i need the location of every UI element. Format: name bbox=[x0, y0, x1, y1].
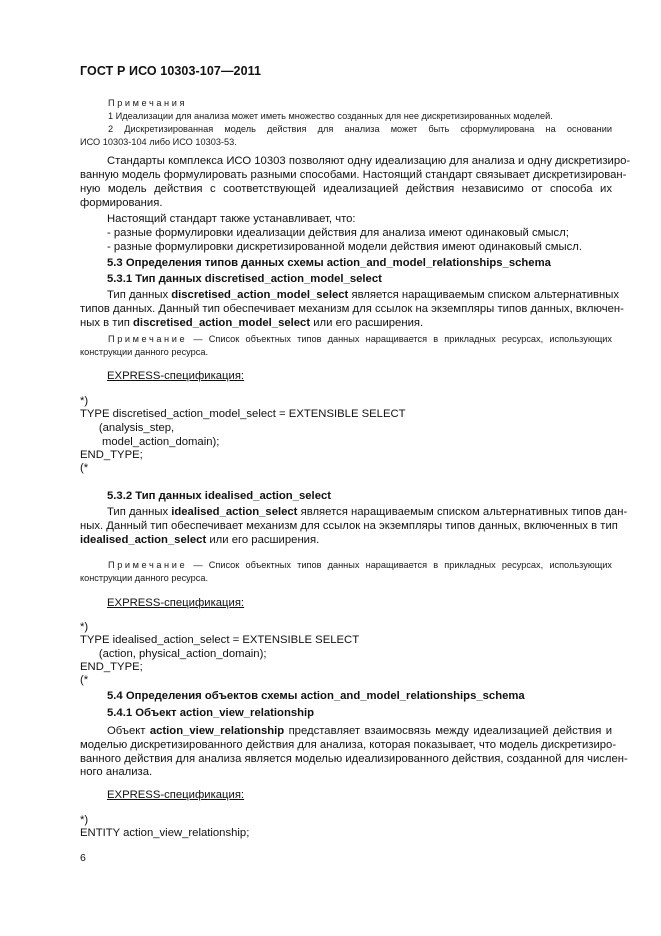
s541-line-4: ного анализа. bbox=[80, 766, 153, 778]
s531-line-1-term: discretised_action_model_select bbox=[171, 289, 349, 301]
s532-note-line-2: конструкции данного ресурса. bbox=[80, 573, 209, 583]
intro-line-4: формирования. bbox=[80, 197, 163, 209]
s531-code-line: TYPE discretised_action_model_select = EXTENSIBLE SELECT bbox=[80, 408, 406, 420]
s531-note-text: — Список объектных типов данных наращивается в прикладных ресурсах, использующих bbox=[187, 334, 612, 344]
note-2-line-2: ИСО 10303-104 либо ИСО 10303-53. bbox=[80, 137, 237, 147]
s531-line-1-text-a: Тип данных bbox=[107, 289, 172, 301]
s541-line-1-text-a: Объект bbox=[107, 725, 150, 737]
s532-code-line: END_TYPE; bbox=[80, 661, 143, 673]
s531-line-2: типов данных. Данный тип обеспечивает механизм для ссылок на экземпляры типов данных, включен- bbox=[80, 303, 624, 315]
s541-line-1 bbox=[107, 725, 612, 739]
s531-line-3-text-c: или его расширения. bbox=[310, 317, 424, 329]
s532-note-label: Примечание bbox=[108, 560, 188, 570]
s532-code-line: *) bbox=[80, 621, 89, 633]
s541-express-label: EXPRESS-спецификация: bbox=[107, 789, 245, 801]
s532-note-line-1 bbox=[108, 559, 612, 572]
s532-line-3 bbox=[80, 534, 319, 548]
s532-code-line: (action, physical_action_domain); bbox=[80, 648, 267, 660]
s531-code-line: END_TYPE; bbox=[80, 449, 143, 461]
s541-line-3: ванного действия для анализа является моделью идеализированного действия, созданной для числен- bbox=[80, 753, 628, 765]
s531-line-1 bbox=[107, 289, 620, 303]
intro-paragraph-2: Настоящий стандарт также устанавливает, что: bbox=[107, 213, 356, 225]
s531-code-line: (* bbox=[80, 462, 89, 474]
s532-line-2: ных. Данный тип обеспечивает механизм для ссылок на экземпляры типов данных, включенных в тип bbox=[80, 520, 618, 532]
section-5-4-1-heading: 5.4.1 Объект action_view_relationship bbox=[107, 707, 315, 719]
notes-title: Примечания bbox=[108, 98, 188, 108]
s532-line-3-term: idealised_action_select bbox=[80, 534, 207, 546]
section-5-4-heading: 5.4 Определения объектов схемы action_and_model_relationships_schema bbox=[107, 690, 525, 702]
s531-code-line: (analysis_step, bbox=[80, 422, 175, 434]
s532-line-3-text-c: или его расширения. bbox=[206, 534, 320, 546]
s532-code-line: TYPE idealised_action_select = EXTENSIBLE SELECT bbox=[80, 634, 360, 646]
s541-line-1-term: action_view_relationship bbox=[149, 725, 285, 737]
section-5-3-1-heading: 5.3.1 Тип данных discretised_action_model_select bbox=[107, 273, 382, 285]
s531-line-3-text-a: ных в тип bbox=[80, 317, 134, 329]
s531-express-label: EXPRESS-спецификация: bbox=[107, 370, 245, 382]
intro-line-1: Стандарты комплекса ИСО 10303 позволяют одну идеализацию для анализа и одну дискретизиро- bbox=[107, 155, 631, 167]
s541-code-line: ENTITY action_view_relationship; bbox=[80, 827, 250, 839]
intro-line-2: ванную модель формулировать разными способами. Настоящий стандарт связывает дискретизирован- bbox=[80, 169, 627, 181]
page-number: 6 bbox=[80, 852, 86, 864]
s532-line-1 bbox=[107, 506, 628, 520]
s531-code-line: model_action_domain); bbox=[80, 436, 220, 448]
s531-code-line: *) bbox=[80, 395, 89, 407]
s532-line-1-text-a: Тип данных bbox=[107, 506, 172, 518]
intro-line-3: ную модель действия с соответствующей идеализацией действия независимо от способа их bbox=[80, 183, 612, 195]
note-1: 1 Идеализации для анализа может иметь множество созданных для нее дискретизированных моделей. bbox=[108, 111, 553, 121]
section-5-3-heading: 5.3 Определения типов данных схемы action_and_model_relationships_schema bbox=[107, 257, 551, 269]
note-2-line-1: 2 Дискретизированная модель действия для анализа может быть сформулирована на основании bbox=[108, 124, 612, 134]
s541-code-line: *) bbox=[80, 814, 89, 826]
list-item: - разные формулировки дискретизированной модели действия имеют одинаковый смысл. bbox=[107, 241, 583, 253]
s531-line-3 bbox=[80, 317, 423, 331]
s532-line-1-text-c: является наращиваемым списком альтернативных типов дан- bbox=[297, 506, 628, 518]
s532-note-text: — Список объектных типов данных наращивается в прикладных ресурсах, использующих bbox=[187, 560, 612, 570]
document-header: ГОСТ Р ИСО 10303-107—2011 bbox=[80, 64, 262, 78]
s531-note-line-2: конструкции данного ресурса. bbox=[80, 347, 209, 357]
s541-line-1-text-c: представляет взаимосвязь между идеализацией действия и bbox=[284, 725, 612, 737]
s531-note-label: Примечание bbox=[108, 334, 188, 344]
s531-line-3-term: discretised_action_model_select bbox=[133, 317, 311, 329]
s531-note-line-1 bbox=[108, 333, 612, 346]
s531-line-1-text-c: является наращиваемым списком альтернативных bbox=[348, 289, 620, 301]
s532-express-label: EXPRESS-спецификация: bbox=[107, 597, 245, 609]
list-item: - разные формулировки идеализации действия для анализа имеют одинаковый смысл; bbox=[107, 227, 569, 239]
s541-line-2: моделью дискретизированного действия для анализа, которая показывает, что модель дискретизиро- bbox=[80, 739, 617, 751]
section-5-3-2-heading: 5.3.2 Тип данных idealised_action_select bbox=[107, 490, 332, 502]
s532-code-line: (* bbox=[80, 674, 89, 686]
s532-line-1-term: idealised_action_select bbox=[171, 506, 298, 518]
